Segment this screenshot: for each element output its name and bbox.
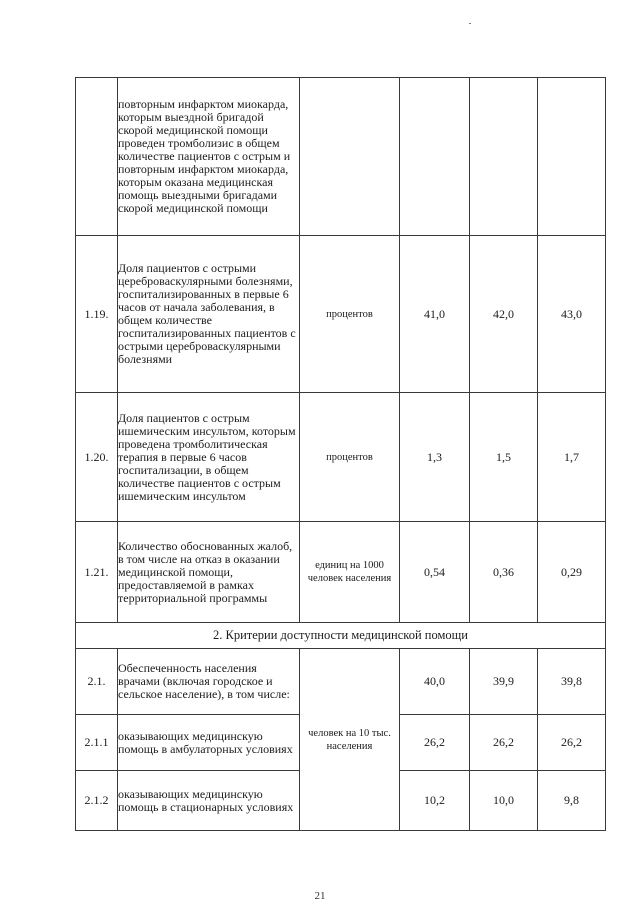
indicator-description: Обеспеченность населения врачами (включая городское и сельское население), в том числе: xyxy=(118,649,300,715)
value-cell: 0,36 xyxy=(470,522,538,623)
value-cell: 1,3 xyxy=(400,393,470,522)
value-cell xyxy=(400,78,470,236)
row-number: 1.19. xyxy=(76,236,118,393)
value-cell: 9,8 xyxy=(538,771,606,831)
value-cell: 0,54 xyxy=(400,522,470,623)
value-cell: 40,0 xyxy=(400,649,470,715)
value-cell: 42,0 xyxy=(470,236,538,393)
section-title: 2. Критерии доступности медицинской помощи xyxy=(76,623,606,649)
value-cell: 10,0 xyxy=(470,771,538,831)
value-cell: 39,9 xyxy=(470,649,538,715)
scan-speck xyxy=(469,23,471,24)
indicator-description: Количество обоснованных жалоб, в том числе на отказ в оказании медицинской помощи, предоставляемой в рамках территориальной программы xyxy=(118,522,300,623)
unit-cell: единиц на 1000 человек населения xyxy=(300,522,400,623)
value-cell: 1,7 xyxy=(538,393,606,522)
unit-cell: человек на 10 тыс. населения xyxy=(300,649,400,831)
row-number: 2.1.1 xyxy=(76,715,118,771)
row-number: 2.1. xyxy=(76,649,118,715)
value-cell: 43,0 xyxy=(538,236,606,393)
row-number: 2.1.2 xyxy=(76,771,118,831)
section-row xyxy=(76,623,606,649)
value-cell: 26,2 xyxy=(470,715,538,771)
unit-cell: процентов xyxy=(300,236,400,393)
unit-cell: процентов xyxy=(300,393,400,522)
indicator-description: оказывающих медицинскую помощь в амбулаторных условиях xyxy=(118,715,300,771)
value-cell: 39,8 xyxy=(538,649,606,715)
value-cell xyxy=(470,78,538,236)
unit-cell xyxy=(300,78,400,236)
indicator-description: Доля пациентов с острыми цереброваскулярными болезнями, госпитализированных в первые 6 часов от начала заболевания, в общем количестве госпитализированных пациентов с острыми цереброваскулярными болезнями xyxy=(118,236,300,393)
indicator-description: оказывающих медицинскую помощь в стационарных условиях xyxy=(118,771,300,831)
table-row xyxy=(76,78,606,236)
table-row xyxy=(76,393,606,522)
value-cell xyxy=(538,78,606,236)
table-row xyxy=(76,236,606,393)
indicators-table xyxy=(75,77,606,831)
row-number: 1.20. xyxy=(76,393,118,522)
value-cell: 41,0 xyxy=(400,236,470,393)
table-row xyxy=(76,522,606,623)
page-number: 21 xyxy=(314,890,326,902)
value-cell: 26,2 xyxy=(400,715,470,771)
row-number: 1.21. xyxy=(76,522,118,623)
value-cell: 1,5 xyxy=(470,393,538,522)
value-cell: 0,29 xyxy=(538,522,606,623)
indicator-description: повторным инфарктом миокарда, которым выездной бригадой скорой медицинской помощи проведен тромболизис в общем количестве пациентов с острым и повторным инфарктом миокарда, которым оказана медицинская помощь выездными бригадами скорой медицинской помощи xyxy=(118,78,300,236)
indicator-description: Доля пациентов с острым ишемическим инсультом, которым проведена тромболитическая терапия в первые 6 часов госпитализации, в общем количестве пациентов с острым ишемическим инсультом xyxy=(118,393,300,522)
value-cell: 10,2 xyxy=(400,771,470,831)
value-cell: 26,2 xyxy=(538,715,606,771)
row-number xyxy=(76,78,118,236)
table-row xyxy=(76,649,606,715)
